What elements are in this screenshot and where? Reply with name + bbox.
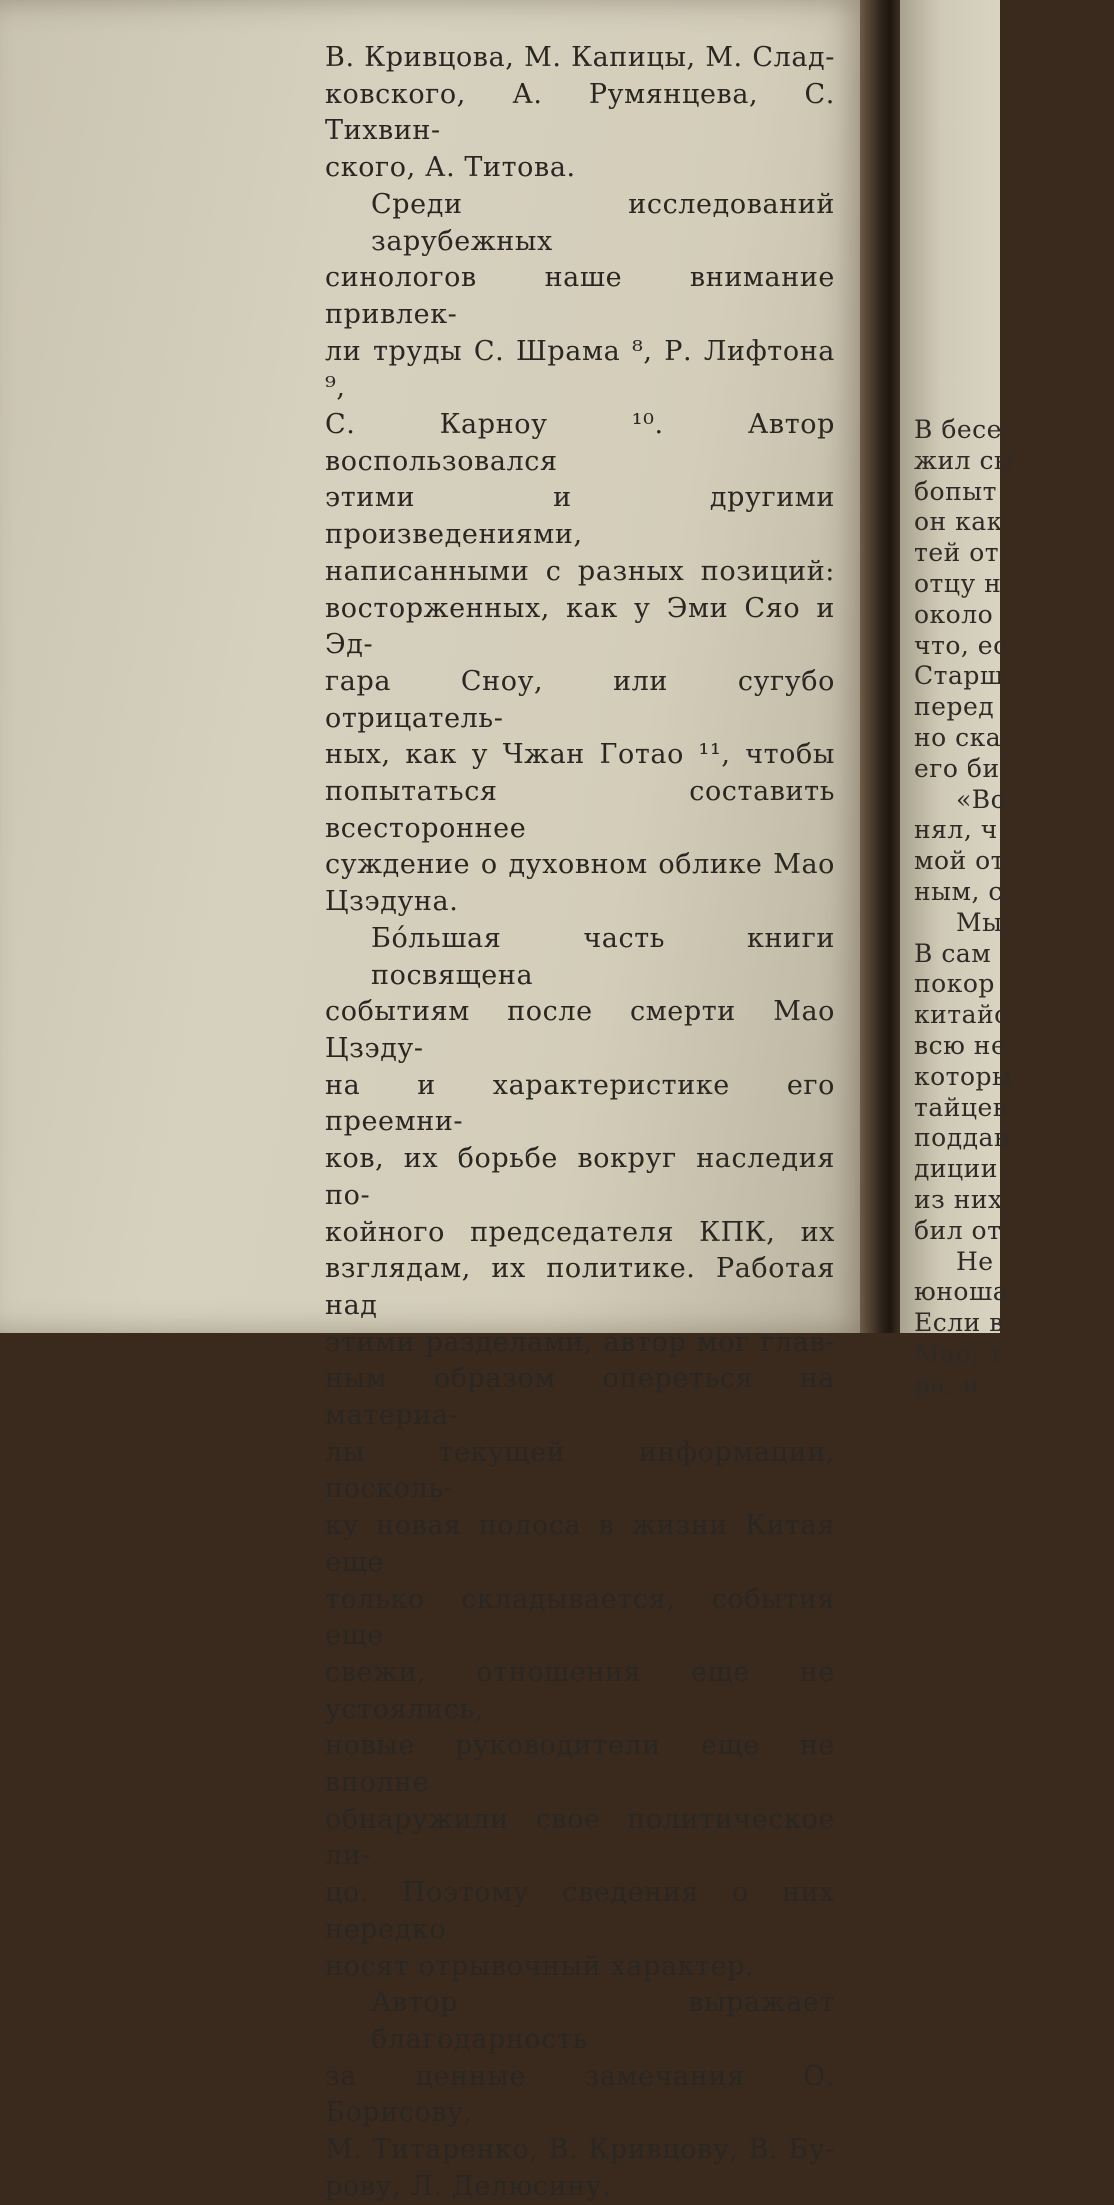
- text-line: попытаться составить всестороннее: [325, 776, 835, 844]
- right-text-line: жил сы: [914, 445, 1015, 475]
- text-line: лы текущей информации, посколь-: [325, 1436, 835, 1505]
- text-line: только складывается, события еще: [325, 1583, 835, 1652]
- text-line: носят отрывочный характер.: [325, 1950, 755, 1982]
- right-text-line: бил от: [914, 1215, 1002, 1245]
- right-text-line: мой от: [914, 846, 1005, 876]
- right-text-line: ра, и: [914, 1369, 980, 1399]
- right-text-line: отцу н: [914, 568, 1002, 598]
- right-text-line: тайцев: [914, 1092, 1008, 1122]
- text-line: цо. Поэтому сведения о них нередко: [325, 1877, 835, 1945]
- right-text-line: китайс: [914, 1000, 1009, 1030]
- text-line: свежи, отношения еще не устоялись,: [325, 1656, 835, 1725]
- right-text-line: нял, ч: [914, 815, 998, 845]
- right-text-line: Мы: [956, 907, 1003, 937]
- right-text-line: юноша: [914, 1277, 1009, 1307]
- text-line: гара Сноу, или сугубо отрицатель-: [325, 665, 835, 734]
- text-line: В. Кривцова, М. Капицы, М. Слад-: [325, 42, 835, 73]
- text-line: Бóльшая часть книги посвящена: [371, 922, 835, 991]
- text-line: написанными с разных позиций:: [325, 555, 835, 587]
- text-line: этими и другими произведениями,: [325, 482, 835, 551]
- right-text-line: тей от: [914, 538, 1000, 568]
- right-text-line: покор: [914, 969, 995, 999]
- text-line: рову, Л. Делюсину.: [325, 2170, 612, 2202]
- text-line: Автор выражает благодарность: [371, 1987, 835, 2055]
- text-line: ского, А. Титова.: [325, 152, 576, 184]
- text-line: восторженных, как у Эми Сяо и Эд-: [325, 592, 835, 661]
- text-line: суждение о духовном облике Мао: [325, 849, 835, 881]
- right-text-line: около: [914, 599, 994, 629]
- left-page-text: [325, 40, 835, 2205]
- right-text-line: но ска: [914, 722, 1002, 752]
- text-line: на и характеристике его преемни-: [325, 1069, 835, 1138]
- right-page-text: [914, 415, 1114, 1401]
- right-text-line: перед: [914, 692, 995, 722]
- text-line: взглядам, их политике. Работая над: [325, 1253, 835, 1321]
- right-page: [900, 0, 1015, 1399]
- right-text-line: поддан: [914, 1123, 1012, 1153]
- text-line: койного председателя КПК, их: [325, 1216, 835, 1248]
- text-line: ку новая полоса в жизни Китая еще: [325, 1510, 835, 1578]
- text-line: ковского, А. Румянцева, С. Тихвин-: [325, 78, 835, 147]
- text-line: Цзэдуна.: [325, 886, 459, 918]
- right-text-line: Мао, т: [914, 1338, 1003, 1368]
- right-text-line: ным, с: [914, 876, 1003, 906]
- right-text-line: В сам: [914, 938, 992, 968]
- text-line: новые руководители еще не вполне: [325, 1730, 835, 1799]
- right-text-line: его би: [914, 753, 1000, 783]
- right-text-line: из них: [914, 1184, 1003, 1214]
- text-line: синологов наше внимание привлек-: [325, 262, 835, 330]
- right-text-line: «Во: [956, 784, 1007, 814]
- right-text-line: он как: [914, 507, 1003, 537]
- right-text-line: Если в: [914, 1308, 1004, 1338]
- text-line: ным образом опереться на материа-: [325, 1363, 835, 1432]
- text-line: этими разделами, автор мог глав-: [325, 1326, 835, 1358]
- right-text-line: Старш: [914, 661, 1004, 691]
- right-text-line: всю не: [914, 1030, 1007, 1060]
- text-line: событиям после смерти Мао Цзэду-: [325, 996, 835, 1064]
- text-line: ных, как у Чжан Готао ¹¹, чтобы: [325, 739, 835, 771]
- right-text-line: В бесе: [914, 415, 1002, 444]
- right-text-line: Не: [956, 1246, 994, 1276]
- right-text-line: диции: [914, 1154, 998, 1184]
- text-line: М. Титаренко, В. Кривцову, В. Бу-: [325, 2134, 835, 2166]
- text-line: Среди исследований зарубежных: [371, 188, 835, 257]
- text-line: за ценные замечания О. Борисову,: [325, 2060, 835, 2129]
- text-line: обнаружили свое политическое ли-: [325, 1803, 835, 1872]
- text-line: ков, их борьбе вокруг наследия по-: [325, 1143, 835, 1211]
- right-text-line: что, ес: [914, 630, 1008, 660]
- text-line: ли труды С. Шрама ⁸, Р. Лифтона ⁹,: [325, 335, 835, 404]
- text-line: С. Карноу ¹⁰. Автор воспользовался: [325, 409, 835, 477]
- right-text-line: бопыт: [914, 476, 997, 506]
- right-text-line: которы: [914, 1061, 1013, 1091]
